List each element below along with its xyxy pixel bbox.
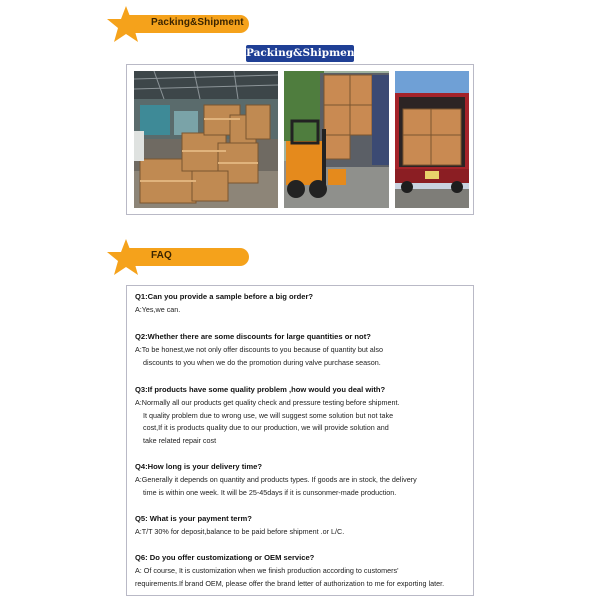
faq-question-2: Q2:Whether there are some discounts for large quantities or not? [135,332,371,341]
faq-answer-2: A:To be honest,we not only offer discounts to you because of quantity but also discounts to you when we do the promotion during valve purchase season. [135,345,383,367]
banner-label: FAQ [151,250,172,261]
faq-answer-1: A:Yes,we can. [135,305,181,314]
faq-box [126,285,474,596]
faq-section-banner [103,237,263,273]
photo-gallery [126,64,474,215]
faq-question-1: Q1:Can you provide a sample before a big order? [135,292,314,301]
packing-title: Packing&Shipment [246,45,354,62]
faq-question-6: Q6: Do you offer customizationg or OEM service? [135,553,315,562]
faq-question-4: Q4:How long is your delivery time? [135,462,263,471]
faq-answer-6: A: Of course, It is customization when we finish production according to customers' requirements.If brand OEM, please offer the brand letter of authorization to me for exporting later. [135,566,445,588]
faq-question-5: Q5: What is your payment term? [135,514,252,523]
star-icon [103,4,149,44]
star-icon [103,237,149,277]
faq-answer-3: A:Normally all our products get quality check and pressure testing before shipment. It quality problem due to wrong use, we will suggest some solution but not take cost,If it is products quality due to our production, we will provide solution and take related repair cost [135,398,400,445]
faq-answer-4: A:Generally it depends on quantity and products types. If goods are in stock, the delivery time is within one week. It will be 25-45days if it is cunsonmer-made production. [135,475,417,497]
photo-forklift [284,71,389,208]
photo-warehouse [134,71,278,208]
faq-question-3: Q3:If products have some quality problem ,how would you deal with? [135,385,386,394]
packing-section-banner [103,4,263,40]
faq-answer-5: A:T/T 30% for deposit,balance to be paid before shipment .or L/C. [135,527,345,536]
banner-label: Packing&Shipment [151,17,244,28]
photo-container-truck [395,71,469,208]
